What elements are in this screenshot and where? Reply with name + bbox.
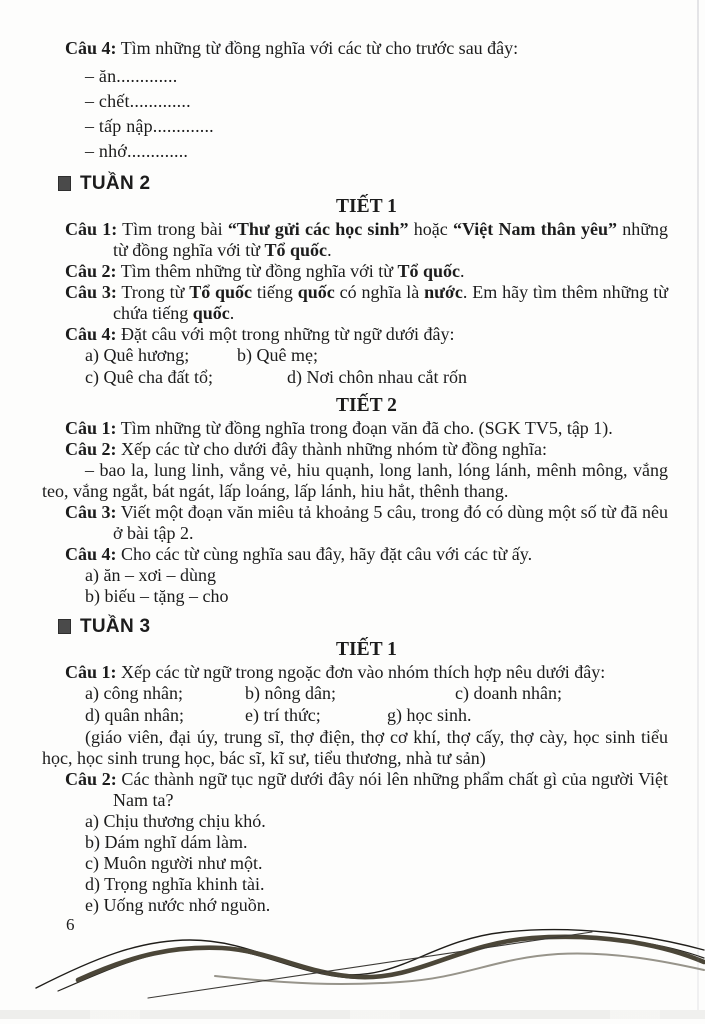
options-row: [65, 367, 668, 389]
option-b: b) Quê mẹ;: [237, 345, 318, 365]
fill-in-item: – nhớ.............: [85, 141, 189, 161]
question-text: .: [229, 303, 235, 323]
week2-tiet2-title: TIẾT 2: [336, 395, 397, 416]
question-label: Câu 1:: [65, 418, 117, 438]
question-label: Câu 3:: [65, 502, 117, 522]
question-label: Câu 4:: [65, 544, 117, 564]
square-bullet-icon: [58, 619, 71, 634]
question-text: Các thành ngữ tục ngữ dưới đây nói lên những phẩm chất gì của người Việt Nam ta?: [113, 769, 668, 810]
square-bullet-icon: [58, 176, 71, 191]
question-label: Câu 4:: [65, 38, 117, 58]
question-text: . Em hãy tìm thêm những từ chứa tiếng: [113, 282, 668, 323]
keyword: Tổ quốc: [189, 282, 253, 302]
keyword: nước: [424, 282, 463, 302]
week2-title: TUẦN 2: [80, 173, 151, 194]
page-edge-shadow-bottom: [0, 1010, 705, 1019]
book-title: “Thư gửi các học sinh”: [227, 219, 409, 239]
proverb-item: e) Uống nước nhớ nguồn.: [85, 895, 271, 915]
option-b: b) biếu – tặng – cho: [85, 586, 229, 606]
fill-in-item: – chết.............: [85, 91, 191, 111]
question-label: Câu 2:: [65, 769, 117, 789]
week3-tiet1-title: TIẾT 1: [336, 639, 397, 660]
fill-in-list: [65, 64, 668, 164]
wave-lines-graphic: [0, 912, 705, 1000]
question-text: hoặc: [408, 219, 453, 239]
week2-tiet1-title: TIẾT 1: [336, 196, 397, 217]
option-d: d) Nơi chôn nhau cắt rốn: [287, 367, 467, 387]
question-label: Câu 4:: [65, 324, 117, 344]
question-label: Câu 1:: [65, 219, 118, 239]
question-text: tiếng: [252, 282, 298, 302]
question-label: Câu 1:: [65, 662, 117, 682]
option-a: a) công nhân;: [85, 683, 183, 703]
exercise-w2t1-c3: [65, 282, 668, 324]
option-a: a) Quê hương;: [85, 345, 190, 365]
question-text: Viết một đoạn văn miêu tả khoảng 5 câu, trong đó có dùng một số từ đã nêu ở bài tập 2.: [113, 502, 668, 543]
options-row: [65, 683, 668, 705]
question-label: Câu 3:: [65, 282, 117, 302]
question-label: Câu 2:: [65, 261, 117, 281]
exercise-w2t2-c4: [65, 544, 668, 565]
book-title: “Việt Nam thân yêu”: [452, 219, 617, 239]
question-text: Xếp các từ ngữ trong ngoặc đơn vào nhóm thích hợp nêu dưới đây:: [116, 662, 606, 682]
week2-header: [58, 173, 668, 194]
exercise-w3t1-c1: [65, 662, 668, 683]
question-text: Xếp các từ cho dưới đây thành những nhóm từ đồng nghĩa:: [116, 439, 547, 459]
question-text: Đặt câu với một trong những từ ngữ dưới đây:: [116, 324, 455, 344]
option-a: a) ăn – xơi – dùng: [85, 565, 216, 585]
question-text: có nghĩa là: [334, 282, 425, 302]
page-number: 6: [66, 915, 75, 934]
keyword: Tổ quốc: [264, 240, 328, 260]
question-label: Câu 2:: [65, 439, 117, 459]
week3-header: [58, 616, 668, 637]
exercise-w2t1-c4: [65, 324, 668, 345]
proverb-item: d) Trọng nghĩa khinh tài.: [85, 874, 265, 894]
page-edge-shadow-right: [697, 0, 699, 1010]
proverb-item: a) Chịu thương chịu khó.: [85, 811, 266, 831]
exercise-top-c4: [65, 38, 668, 59]
exercise-w2t2-c1: [65, 418, 668, 439]
question-text: Tìm những từ đồng nghĩa với các từ cho trước sau đây:: [116, 38, 519, 58]
question-text: Cho các từ cùng nghĩa sau đây, hãy đặt câu với các từ ấy.: [116, 544, 533, 564]
option-c: c) doanh nhân;: [455, 683, 562, 703]
question-text: Tìm thêm những từ đồng nghĩa với từ: [116, 261, 398, 281]
keyword: quốc: [192, 303, 230, 323]
keyword: Tổ quốc: [397, 261, 460, 281]
question-text: .: [327, 240, 332, 260]
week3-title: TUẦN 3: [80, 616, 151, 637]
options-row: [65, 345, 668, 367]
decorative-wave: [0, 912, 705, 1000]
fill-in-item: – ăn.............: [85, 66, 178, 86]
question-text: Trong từ: [116, 282, 190, 302]
fill-in-item: – tấp nập.............: [85, 116, 214, 136]
word-list: – bao la, lung linh, vắng vẻ, hiu quạnh, long lanh, lóng lánh, mênh mông, vắng teo, vắng ngắt, bát ngát, lấp loáng, lấp lánh, hiu hắt, thênh thang.: [42, 460, 668, 501]
exercise-w3t1-c2: [65, 769, 668, 811]
option-b: b) nông dân;: [245, 683, 336, 703]
exercise-w2t1-c1: [65, 219, 668, 261]
exercise-w2t2-c3: [65, 502, 668, 544]
question-text: .: [460, 261, 465, 281]
paren-note: (giáo viên, đại úy, trung sĩ, thợ điện, thợ cơ khí, thợ cấy, thợ cày, học sinh tiểu học, học sinh trung học, bác sĩ, kĩ sư, tiểu thương, nhà tư sản): [42, 727, 668, 768]
option-g: g) học sinh.: [387, 705, 472, 725]
option-c: c) Quê cha đất tổ;: [85, 367, 213, 387]
option-e: e) trí thức;: [245, 705, 321, 725]
option-d: d) quân nhân;: [85, 705, 184, 725]
exercise-w2t2-c2: [65, 439, 668, 460]
question-text: Tìm trong bài: [117, 219, 228, 239]
keyword: quốc: [297, 282, 335, 302]
exercise-w2t1-c2: [65, 261, 668, 282]
question-text: Tìm những từ đồng nghĩa trong đoạn văn đã cho. (SGK TV5, tập 1).: [116, 418, 613, 438]
question-text: những từ đồng nghĩa với từ: [113, 219, 668, 260]
proverb-item: c) Muôn người như một.: [85, 853, 263, 873]
options-row: [65, 705, 668, 727]
proverb-item: b) Dám nghĩ dám làm.: [85, 832, 248, 852]
